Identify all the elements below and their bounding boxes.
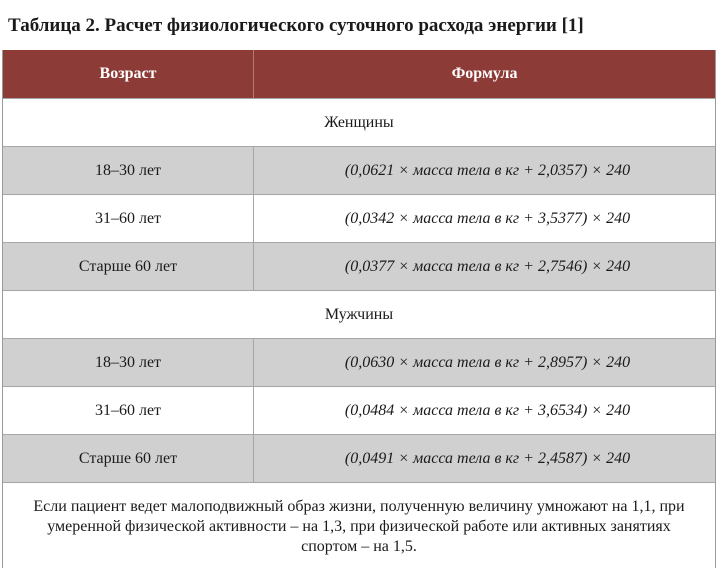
header-formula: Формула	[451, 65, 518, 82]
formula-cell: (0,0342 × масса тела в кг + 3,5377) × 240	[344, 209, 631, 227]
table-note: Если пациент ведет малоподвижный образ жизни, полученную величину умножают на 1,1, при умеренной физической активности – на 1,3, при физической работе или активных занятиях спортом – на 1,5.	[3, 482, 715, 570]
header-age: Возраст	[3, 50, 254, 98]
energy-table	[2, 50, 716, 568]
table-row	[3, 194, 715, 242]
formula-cell: (0,0621 × масса тела в кг + 2,0357) × 240	[344, 161, 631, 179]
age-cell: Старше 60 лет	[3, 435, 254, 482]
table-row	[3, 386, 715, 434]
age-cell: Старше 60 лет	[3, 243, 254, 290]
formula-cell: (0,0377 × масса тела в кг + 2,7546) × 240	[344, 257, 631, 275]
section-men: Мужчины	[3, 290, 715, 338]
section-women: Женщины	[3, 98, 715, 146]
age-cell: 18–30 лет	[3, 147, 254, 194]
table-row	[3, 146, 715, 194]
age-cell: 18–30 лет	[3, 339, 254, 386]
formula-cell: (0,0484 × масса тела в кг + 3,6534) × 240	[344, 401, 631, 419]
age-cell: 31–60 лет	[3, 387, 254, 434]
table-row	[3, 338, 715, 386]
table-row	[3, 434, 715, 482]
age-cell: 31–60 лет	[3, 195, 254, 242]
table-row	[3, 242, 715, 290]
formula-cell: (0,0630 × масса тела в кг + 2,8957) × 240	[344, 353, 631, 371]
table-title: Таблица 2. Расчет физиологического суточного расхода энергии [1]	[8, 15, 584, 36]
formula-cell: (0,0491 × масса тела в кг + 2,4587) × 240	[344, 449, 631, 467]
table-header-row	[3, 50, 715, 98]
